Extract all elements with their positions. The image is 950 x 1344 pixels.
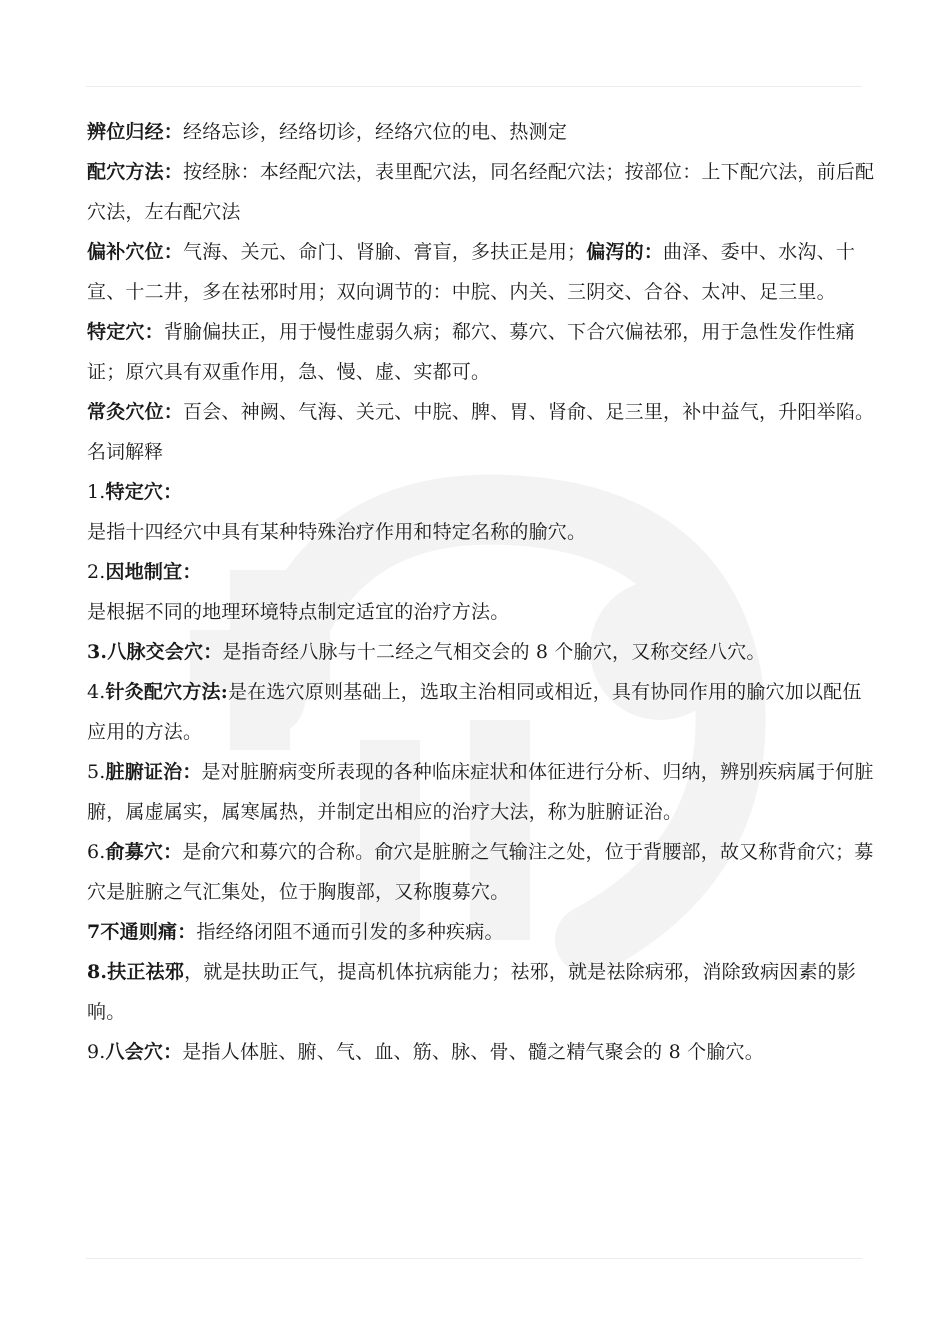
term-label: 八会穴：: [105, 1041, 183, 1063]
term-number: 9.: [87, 1041, 106, 1063]
term-label: 八脉交会穴：: [107, 641, 223, 663]
term-9: [87, 1032, 877, 1072]
section-text: 经络忘诊，经络切诊，经络穴位的电、热测定: [183, 121, 568, 143]
section-label: 配穴方法：: [87, 161, 184, 183]
section-label: 偏补穴位：: [87, 241, 184, 263]
section-changjiu: [87, 392, 877, 432]
term-number: 2.: [87, 561, 106, 583]
section-label: 常灸穴位：: [87, 401, 184, 423]
document-body: [87, 112, 877, 1072]
term-number: 6.: [87, 841, 106, 863]
term-number: 5.: [87, 761, 106, 783]
term-definition: ，就是扶助正气，提高机体抗病能力；祛邪，就是祛除病邪，消除致病因素的影响。: [87, 961, 857, 1023]
section-label: 特定穴：: [87, 321, 164, 343]
term-1: [87, 472, 877, 512]
section-peixue: [87, 152, 877, 232]
section-text: 气海、关元、命门、肾腧、膏盲，多扶正是用；: [183, 241, 587, 263]
term-label: 脏腑证治：: [105, 761, 202, 783]
term-label: 不通则痛：: [100, 921, 197, 943]
term-number: 4.: [87, 681, 106, 703]
term-label: 因地制宜：: [105, 561, 202, 583]
term-label: 俞募穴：: [105, 841, 183, 863]
term-2-definition: 是根据不同的地理环境特点制定适宜的治疗方法。: [87, 601, 510, 623]
term-number: 1.: [87, 481, 106, 503]
term-definition: 是对脏腑病变所表现的各种临床症状和体征进行分析、归纳，辨别疾病属于何脏腑，属虚属实，属寒属热，并制定出相应的治疗大法，称为脏腑证治。: [87, 761, 874, 823]
section-bianwei: [87, 112, 877, 152]
term-5: [87, 752, 877, 832]
glossary-heading: 名词解释: [87, 441, 164, 463]
term-number: 3.: [87, 641, 108, 663]
section-piantu: [87, 232, 877, 312]
term-definition: 是指人体脏、腑、气、血、筋、脉、骨、髓之精气聚会的 8 个腧穴。: [182, 1041, 764, 1063]
section-text-secondary: 曲泽、委中、水沟、十宣、十二井，多在祛邪时用；双向调节的：中脘、内关、三阴交、合谷、太冲、足三里。: [87, 241, 856, 303]
term-7: [87, 912, 877, 952]
section-tedingxue: [87, 312, 877, 392]
term-definition: 是指奇经八脉与十二经之气相交会的 8 个腧穴，又称交经八穴。: [222, 641, 766, 663]
section-label: 辨位归经：: [87, 121, 184, 143]
section-label-secondary: 偏泻的：: [586, 241, 664, 263]
section-text: 百会、神阙、气海、关元、中脘、脾、胃、肾俞、足三里，补中益气，升阳举陷。: [183, 401, 875, 423]
top-divider: [86, 86, 862, 87]
term-6: [87, 832, 877, 912]
term-4: [87, 672, 877, 752]
section-text: 背腧偏扶正，用于慢性虚弱久病；郗穴、募穴、下合穴偏祛邪，用于急性发作性痛证；原穴具有双重作用，急、慢、虚、实都可。: [87, 321, 856, 383]
term-definition: 指经络闭阻不通而引发的多种疾病。: [196, 921, 504, 943]
term-number: 8.: [87, 961, 108, 983]
term-1-definition: 是指十四经穴中具有某种特殊治疗作用和特定名称的腧穴。: [87, 521, 587, 543]
term-8: [87, 952, 877, 1032]
term-definition: 是俞穴和募穴的合称。俞穴是脏腑之气输注之处，位于背腰部，故又称背俞穴；募穴是脏腑之气汇集处，位于胸腹部，又称腹募穴。: [87, 841, 874, 903]
term-label: 扶正祛邪: [107, 961, 185, 983]
term-label: 针灸配穴方法:: [105, 681, 228, 703]
term-label: 特定穴：: [105, 481, 183, 503]
section-text: 按经脉：本经配穴法，表里配穴法，同名经配穴法；按部位：上下配穴法，前后配穴法，左右配穴法: [87, 161, 875, 223]
term-definition: 是在选穴原则基础上，选取主治相同或相近，具有协同作用的腧穴加以配伍应用的方法。: [87, 681, 862, 743]
term-2: [87, 552, 877, 592]
bottom-divider: [86, 1258, 862, 1259]
term-3: [87, 632, 877, 672]
term-number: 7: [87, 921, 101, 943]
